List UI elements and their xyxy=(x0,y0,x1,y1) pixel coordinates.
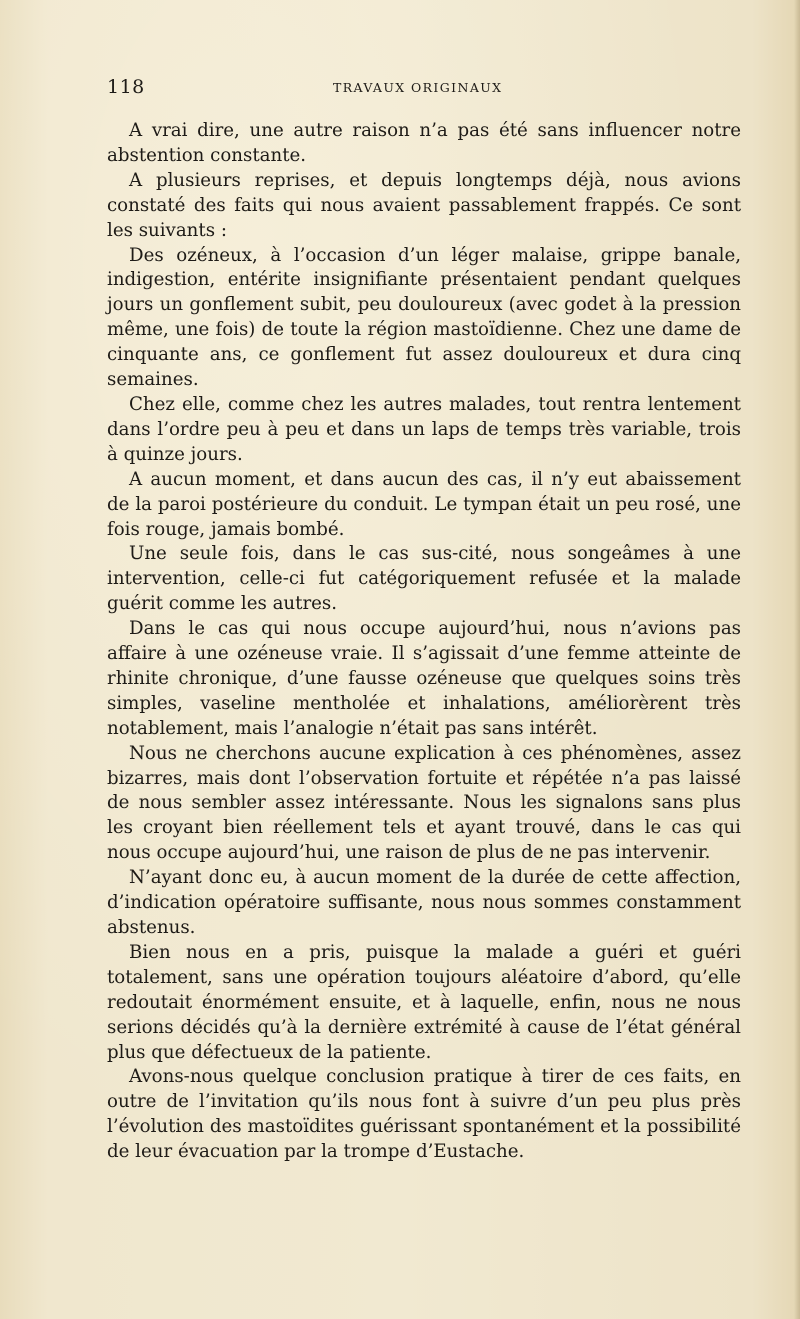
paragraph: Chez elle, comme chez les autres malades, tout rentra lentement dans l’ordre peu à peu et dans un laps de temps très variable, trois à quinze jours. xyxy=(107,393,741,465)
paragraph: N’ayant donc eu, à aucun moment de la durée de cette affection, d’indication opératoire suffisante, nous nous sommes constamment abstenus. xyxy=(107,867,741,938)
paragraph: A plusieurs reprises, et depuis longtemps déjà, nous avions constaté des faits qui nous avaient passablement frappés. Ce sont les suivants : xyxy=(107,169,741,241)
paragraph: Bien nous en a pris, puisque la malade a guéri et guéri totalement, sans une opération toujours aléatoire d’abord, qu’elle redoutait énormément ensuite, et à laquelle, enfin, nous ne nous serions décidés qu’à la dernière extrémité à cause de l’état général plus que défectueux de la patiente. xyxy=(107,941,741,1063)
paragraph: Dans le cas qui nous occupe aujourd’hui, nous n’avions pas affaire à une ozéneuse vraie. Il s’agissait d’une femme atteinte de rhinite chronique, d’une fausse ozéneuse que quelques soins très simples, vaseline mentholée et inhalations, améliorèrent très notablement, mais l’analogie n’était pas sans intérêt. xyxy=(107,618,741,739)
paragraph: Avons-nous quelque conclusion pratique à tirer de ces faits, en outre de l’invitation qu’ils nous font à suivre d’un peu plus près l’évolution des mastoïdites guérissant spontanément et la possibilité de leur évacuation par la trompe d’Eustache. xyxy=(107,1066,741,1163)
paragraph: A aucun moment, et dans aucun des cas, il n’y eut abaissement de la paroi postérieure du conduit. Le tympan était un peu rosé, une fois rouge, jamais bombé. xyxy=(107,468,741,540)
page-edge-shadow xyxy=(794,0,800,1319)
page-number: 118 xyxy=(107,76,145,98)
running-title: TRAVAUX ORIGINAUX xyxy=(333,80,503,95)
page-header xyxy=(107,76,737,100)
paragraph: Une seule fois, dans le cas sus-cité, nous songeâmes à une intervention, celle-ci fut catégoriquement refusée et la malade guérit comme les autres. xyxy=(107,543,741,615)
paragraph: A vrai dire, une autre raison n’a pas été sans influencer notre abstention constante. xyxy=(107,120,741,166)
paragraph: Nous ne cherchons aucune explication à ces phénomènes, assez bizarres, mais dont l’observation fortuite et répétée n’a pas laissé de nous sembler assez intéressante. Nous les signalons sans plus les croyant bien réellement tels et ayant trouvé, dans le cas qui nous occupe aujourd’hui, une raison de plus de ne pas intervenir. xyxy=(107,742,741,864)
body-text xyxy=(107,119,741,1165)
paragraph: Des ozéneux, à l’occasion d’un léger malaise, grippe banale, indigestion, entérite insignifiante présentaient pendant quelques jours un gonflement subit, peu douloureux (avec godet à la pression même, une fois) de toute la région mastoïdienne. Chez une dame de cinquante ans, ce gonflement fut assez douloureux et dura cinq semaines. xyxy=(107,244,741,391)
